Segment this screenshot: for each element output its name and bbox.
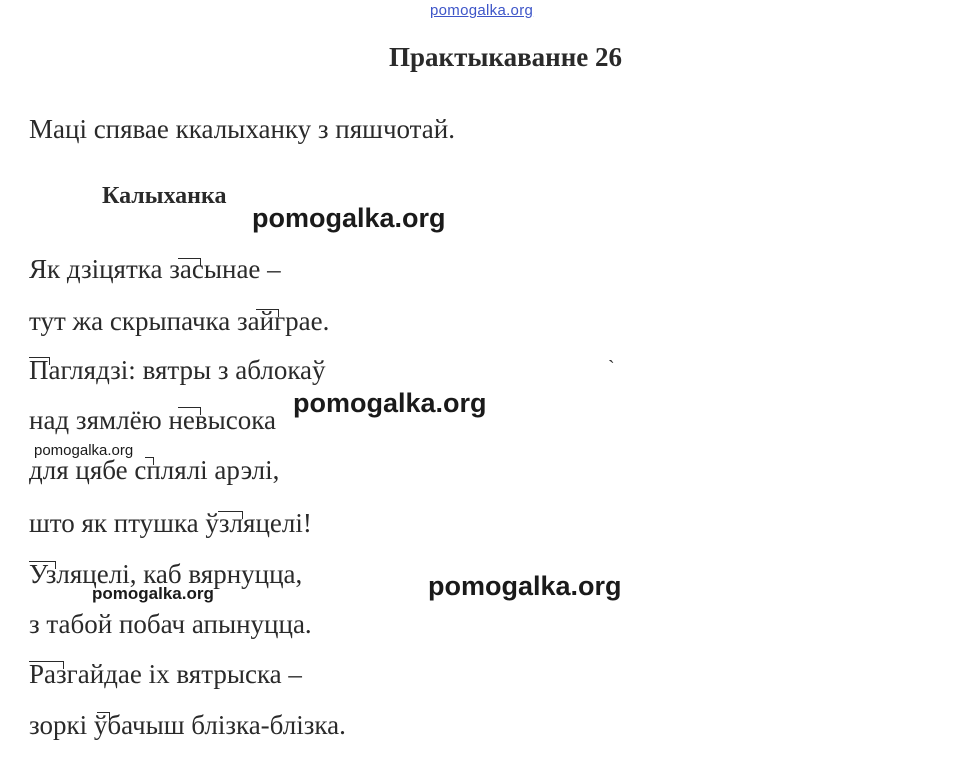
stray-mark: ` bbox=[608, 357, 615, 379]
poem-line-10: зоркі ўбачыш блізка-блізка. bbox=[29, 710, 346, 740]
prefix-mark bbox=[29, 561, 56, 569]
poem-line-9: Разгайдае іх вятрыска – bbox=[29, 659, 302, 689]
poem-line-5: для цябе сплялі арэлі, bbox=[29, 455, 280, 485]
poem-title: Калыханка bbox=[102, 183, 227, 209]
watermark: pomogalka.org bbox=[34, 442, 134, 459]
prefix-mark bbox=[97, 712, 110, 720]
poem-line-8: з табой побач апынуцца. bbox=[29, 609, 312, 639]
prefix-mark bbox=[178, 407, 201, 415]
page-title: Практыкаванне 26 bbox=[389, 42, 622, 72]
poem-line-1: Як дзіцятка засынае – bbox=[29, 254, 281, 284]
watermark: pomogalka.org bbox=[92, 584, 214, 603]
task-sentence: Маці спявае ккалыханку з пяшчотай. bbox=[29, 114, 455, 144]
poem-line-7: Узляцелі, каб вярнуцца, bbox=[29, 559, 303, 589]
watermark: pomogalka.org bbox=[293, 388, 487, 418]
poem-line-3: Паглядзі: вятры з аблокаў bbox=[29, 355, 326, 385]
prefix-mark bbox=[218, 511, 243, 519]
prefix-mark bbox=[256, 309, 279, 317]
watermark: pomogalka.org bbox=[252, 203, 446, 233]
poem-line-2: тут жа скрыпачка зайграе. bbox=[29, 306, 330, 336]
poem-line-6: што як птушка ўзляцелі! bbox=[29, 508, 312, 538]
prefix-mark bbox=[178, 258, 201, 266]
poem-line-4: над зямлёю невысока bbox=[29, 405, 276, 435]
watermark: pomogalka.org bbox=[428, 571, 622, 601]
prefix-mark bbox=[145, 457, 154, 465]
prefix-mark bbox=[29, 357, 50, 365]
watermark-top-link[interactable]: pomogalka.org bbox=[430, 2, 534, 19]
prefix-mark bbox=[29, 661, 64, 669]
